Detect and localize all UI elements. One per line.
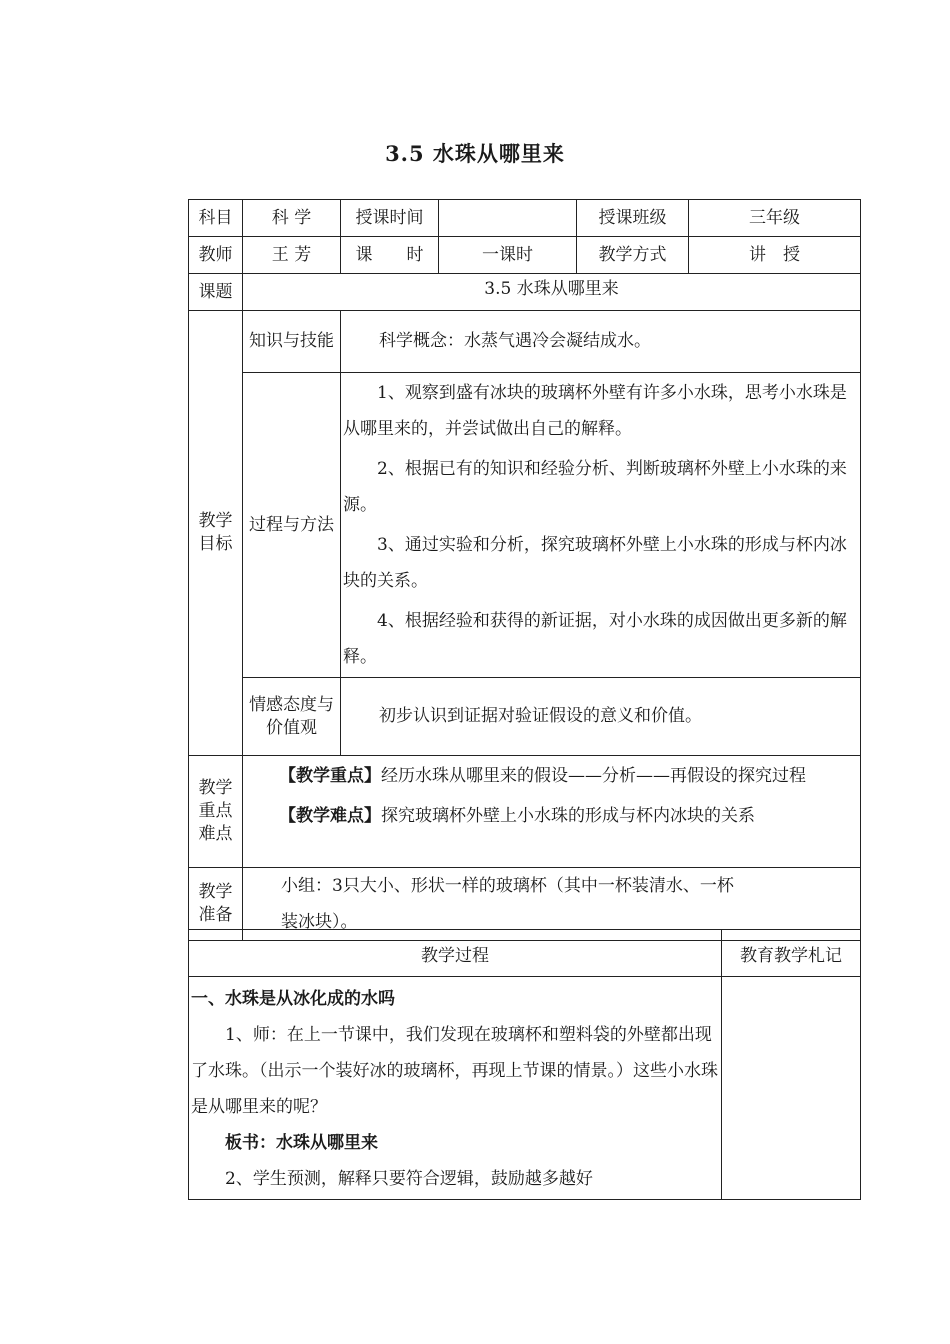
knowledge-label: 知识与技能 bbox=[243, 311, 341, 373]
emotion-label bbox=[243, 678, 341, 756]
table-row bbox=[189, 237, 861, 274]
difficult-point-text: 探究玻璃杯外壁上小水珠的形成与杯内冰块的关系 bbox=[381, 806, 755, 826]
process-item: 2、根据已有的知识和经验分析、判断玻璃杯外壁上小水珠的来源。 bbox=[343, 459, 847, 515]
class-time-label: 授课时间 bbox=[341, 200, 439, 237]
table-row bbox=[189, 274, 861, 311]
teacher-label: 教师 bbox=[189, 237, 243, 274]
process-item: 4、根据经验和获得的新证据，对小水珠的成因做出更多新的解释。 bbox=[343, 611, 847, 667]
class-grade-value: 三年级 bbox=[689, 200, 861, 237]
method-label: 教学方式 bbox=[577, 237, 689, 274]
subject-value: 科 学 bbox=[243, 200, 341, 237]
prep-text-line2: 装冰块）。 bbox=[281, 912, 358, 932]
prep-label-line1: 教学 bbox=[198, 882, 233, 903]
process-header: 教学过程 bbox=[189, 930, 722, 977]
prep-label-line2: 准备 bbox=[198, 905, 233, 925]
key-point-tag: 【教学重点】 bbox=[279, 766, 381, 786]
method-value: 讲 授 bbox=[689, 237, 861, 274]
key-point bbox=[243, 756, 860, 796]
process-method-label: 过程与方法 bbox=[243, 373, 341, 678]
focus-label-line3: 难点 bbox=[198, 823, 233, 844]
knowledge-text: 科学概念：水蒸气遇冷会凝结成水。 bbox=[341, 311, 861, 373]
table-row bbox=[189, 756, 861, 868]
notes-cell bbox=[722, 977, 861, 1200]
period-label: 课 时 bbox=[341, 237, 439, 274]
notes-header: 教育教学札记 bbox=[722, 930, 861, 977]
lesson-info-table bbox=[188, 199, 861, 941]
topic-value: 3.5 水珠从哪里来 bbox=[243, 274, 861, 311]
table-row bbox=[189, 311, 861, 373]
table-row bbox=[189, 977, 861, 1200]
process-content bbox=[189, 977, 722, 1200]
focus-label bbox=[189, 756, 243, 868]
process-item: 1、观察到盛有冰块的玻璃杯外壁有许多小水珠，思考小水珠是从哪里来的，并尝试做出自己的解释。 bbox=[343, 383, 847, 439]
focus-cell bbox=[243, 756, 861, 868]
board-writing: 板书：水珠从哪里来 bbox=[225, 1133, 378, 1153]
focus-label-line1: 教学 bbox=[198, 778, 233, 799]
goals-label bbox=[189, 311, 243, 756]
table-row bbox=[189, 678, 861, 756]
goals-label-line1: 教学 bbox=[198, 511, 233, 532]
table-row bbox=[189, 373, 861, 678]
emotion-text: 初步认识到证据对验证假设的意义和价值。 bbox=[341, 678, 861, 756]
teaching-process-table bbox=[188, 929, 861, 1200]
process-paragraph: 2、学生预测，解释只要符合逻辑，鼓励越多越好 bbox=[225, 1169, 593, 1189]
topic-label: 课题 bbox=[189, 274, 243, 311]
teacher-value: 王 芳 bbox=[243, 237, 341, 274]
prep-text-line1: 小组：3只大小、形状一样的玻璃杯（其中一杯装清水、一杯 bbox=[281, 876, 734, 896]
process-item: 3、通过实验和分析，探究玻璃杯外壁上小水珠的形成与杯内冰块的关系。 bbox=[343, 535, 847, 591]
key-point-text: 经历水珠从哪里来的假设——分析——再假设的探究过程 bbox=[381, 766, 806, 786]
goals-label-line2: 目标 bbox=[198, 534, 233, 554]
process-method-cell bbox=[341, 373, 861, 678]
page-title: 3.5 水珠从哪里来 bbox=[385, 141, 565, 166]
class-time-value bbox=[439, 200, 577, 237]
table-row bbox=[189, 200, 861, 237]
difficult-point bbox=[243, 796, 860, 836]
class-grade-label: 授课班级 bbox=[577, 200, 689, 237]
emotion-label-line1: 情感态度与 bbox=[249, 694, 334, 715]
section-title: 一、水珠是从冰化成的水吗 bbox=[191, 989, 395, 1009]
period-value: 一课时 bbox=[439, 237, 577, 274]
focus-label-line2: 重点 bbox=[198, 801, 233, 822]
subject-label: 科目 bbox=[189, 200, 243, 237]
table-row bbox=[189, 930, 861, 977]
difficult-point-tag: 【教学难点】 bbox=[279, 806, 381, 826]
process-paragraph: 1、师：在上一节课中，我们发现在玻璃杯和塑料袋的外壁都出现了水珠。（出示一个装好冰的玻璃杯，再现上节课的情景。）这些小水珠是从哪里来的呢？ bbox=[191, 1025, 718, 1117]
emotion-label-line2: 价值观 bbox=[266, 717, 317, 738]
